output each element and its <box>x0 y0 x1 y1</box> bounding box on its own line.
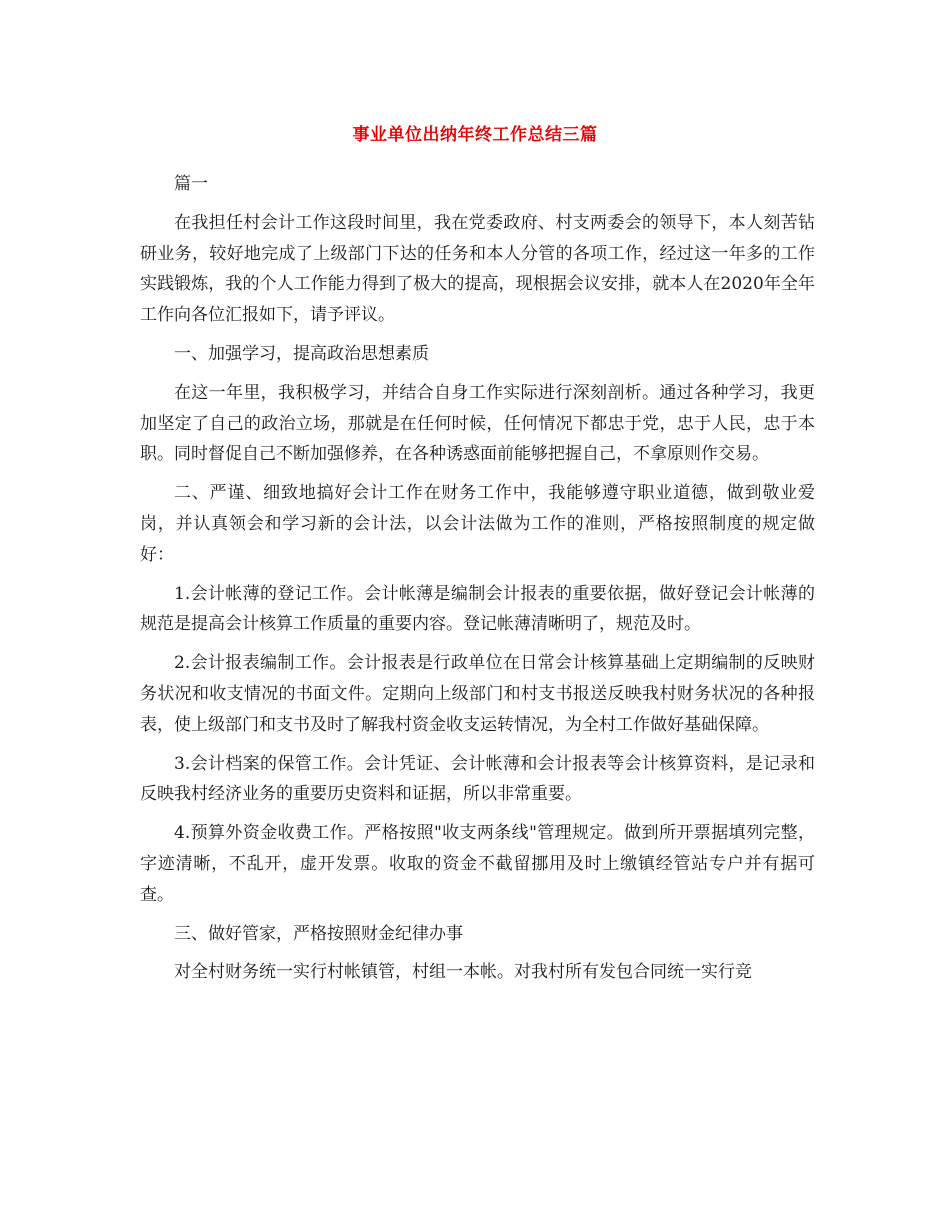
paragraph-discipline: 对全村财务统一实行村帐镇管，村组一本帐。对我村所有发包合同统一实行竞 <box>174 962 752 983</box>
list-item-ledger: 1.会计帐薄的登记工作。会计帐薄是编制会计报表的重要依据，做好登记会计帐薄的规范是提高会计核算工作质量的重要内容。登记帐薄清晰明了，规范及时。 <box>140 583 815 635</box>
document-body <box>140 169 815 996</box>
paragraph-intro: 在我担任村会计工作这段时间里，我在党委政府、村支两委会的领导下，本人刻苦钻研业务，较好地完成了上级部门下达的任务和本人分管的各项工作，经过这一年多的工作实践锻炼，我的个人工作能力得到了极大的提高，现根据会议安排，就本人在2020年全年工作向各位汇报如下，请予评议。 <box>140 212 815 326</box>
paragraph-section-label: 篇一 <box>174 174 208 194</box>
paragraph-study: 在这一年里，我积极学习，并结合自身工作实际进行深刻剖析。通过各种学习，我更加坚定了自己的政治立场，那就是在任何时候，任何情况下都忠于党，忠于人民，忠于本职。同时督促自己不断加强修养，在各种诱惑面前能够把握自己，不拿原则作交易。 <box>140 382 815 465</box>
heading-discipline: 三、做好管家，严格按照财金纪律办事 <box>174 923 463 944</box>
list-item-fees: 4.预算外资金收费工作。严格按照"收支两条线"管理规定。做到所开票据填列完整，字迹清晰，不乱开，虚开发票。收取的资金不截留挪用及时上缴镇经管站专户并有据可查。 <box>140 823 815 905</box>
heading-accounting: 二、严谨、细致地搞好会计工作在财务工作中，我能够遵守职业道德，做到敬业爱岗，并认真领会和学习新的会计法，以会计法做为工作的准则，严格按照制度的规定做好： <box>140 483 815 565</box>
document-title: 事业单位出纳年终工作总结三篇 <box>352 125 598 145</box>
heading-study: 一、加强学习，提高政治思想素质 <box>174 343 429 364</box>
list-item-reports: 2.会计报表编制工作。会计报表是行政单位在日常会计核算基础上定期编制的反映财务状况和收支情况的书面文件。定期向上级部门和村支书报送反映我村财务状况的各种报表，使上级部门和支书及时了解我村资金收支运转情况，为全村工作做好基础保障。 <box>140 653 815 735</box>
list-item-archives: 3.会计档案的保管工作。会计凭证、会计帐薄和会计报表等会计核算资料，是记录和反映我村经济业务的重要历史资料和证据，所以非常重要。 <box>140 753 815 805</box>
